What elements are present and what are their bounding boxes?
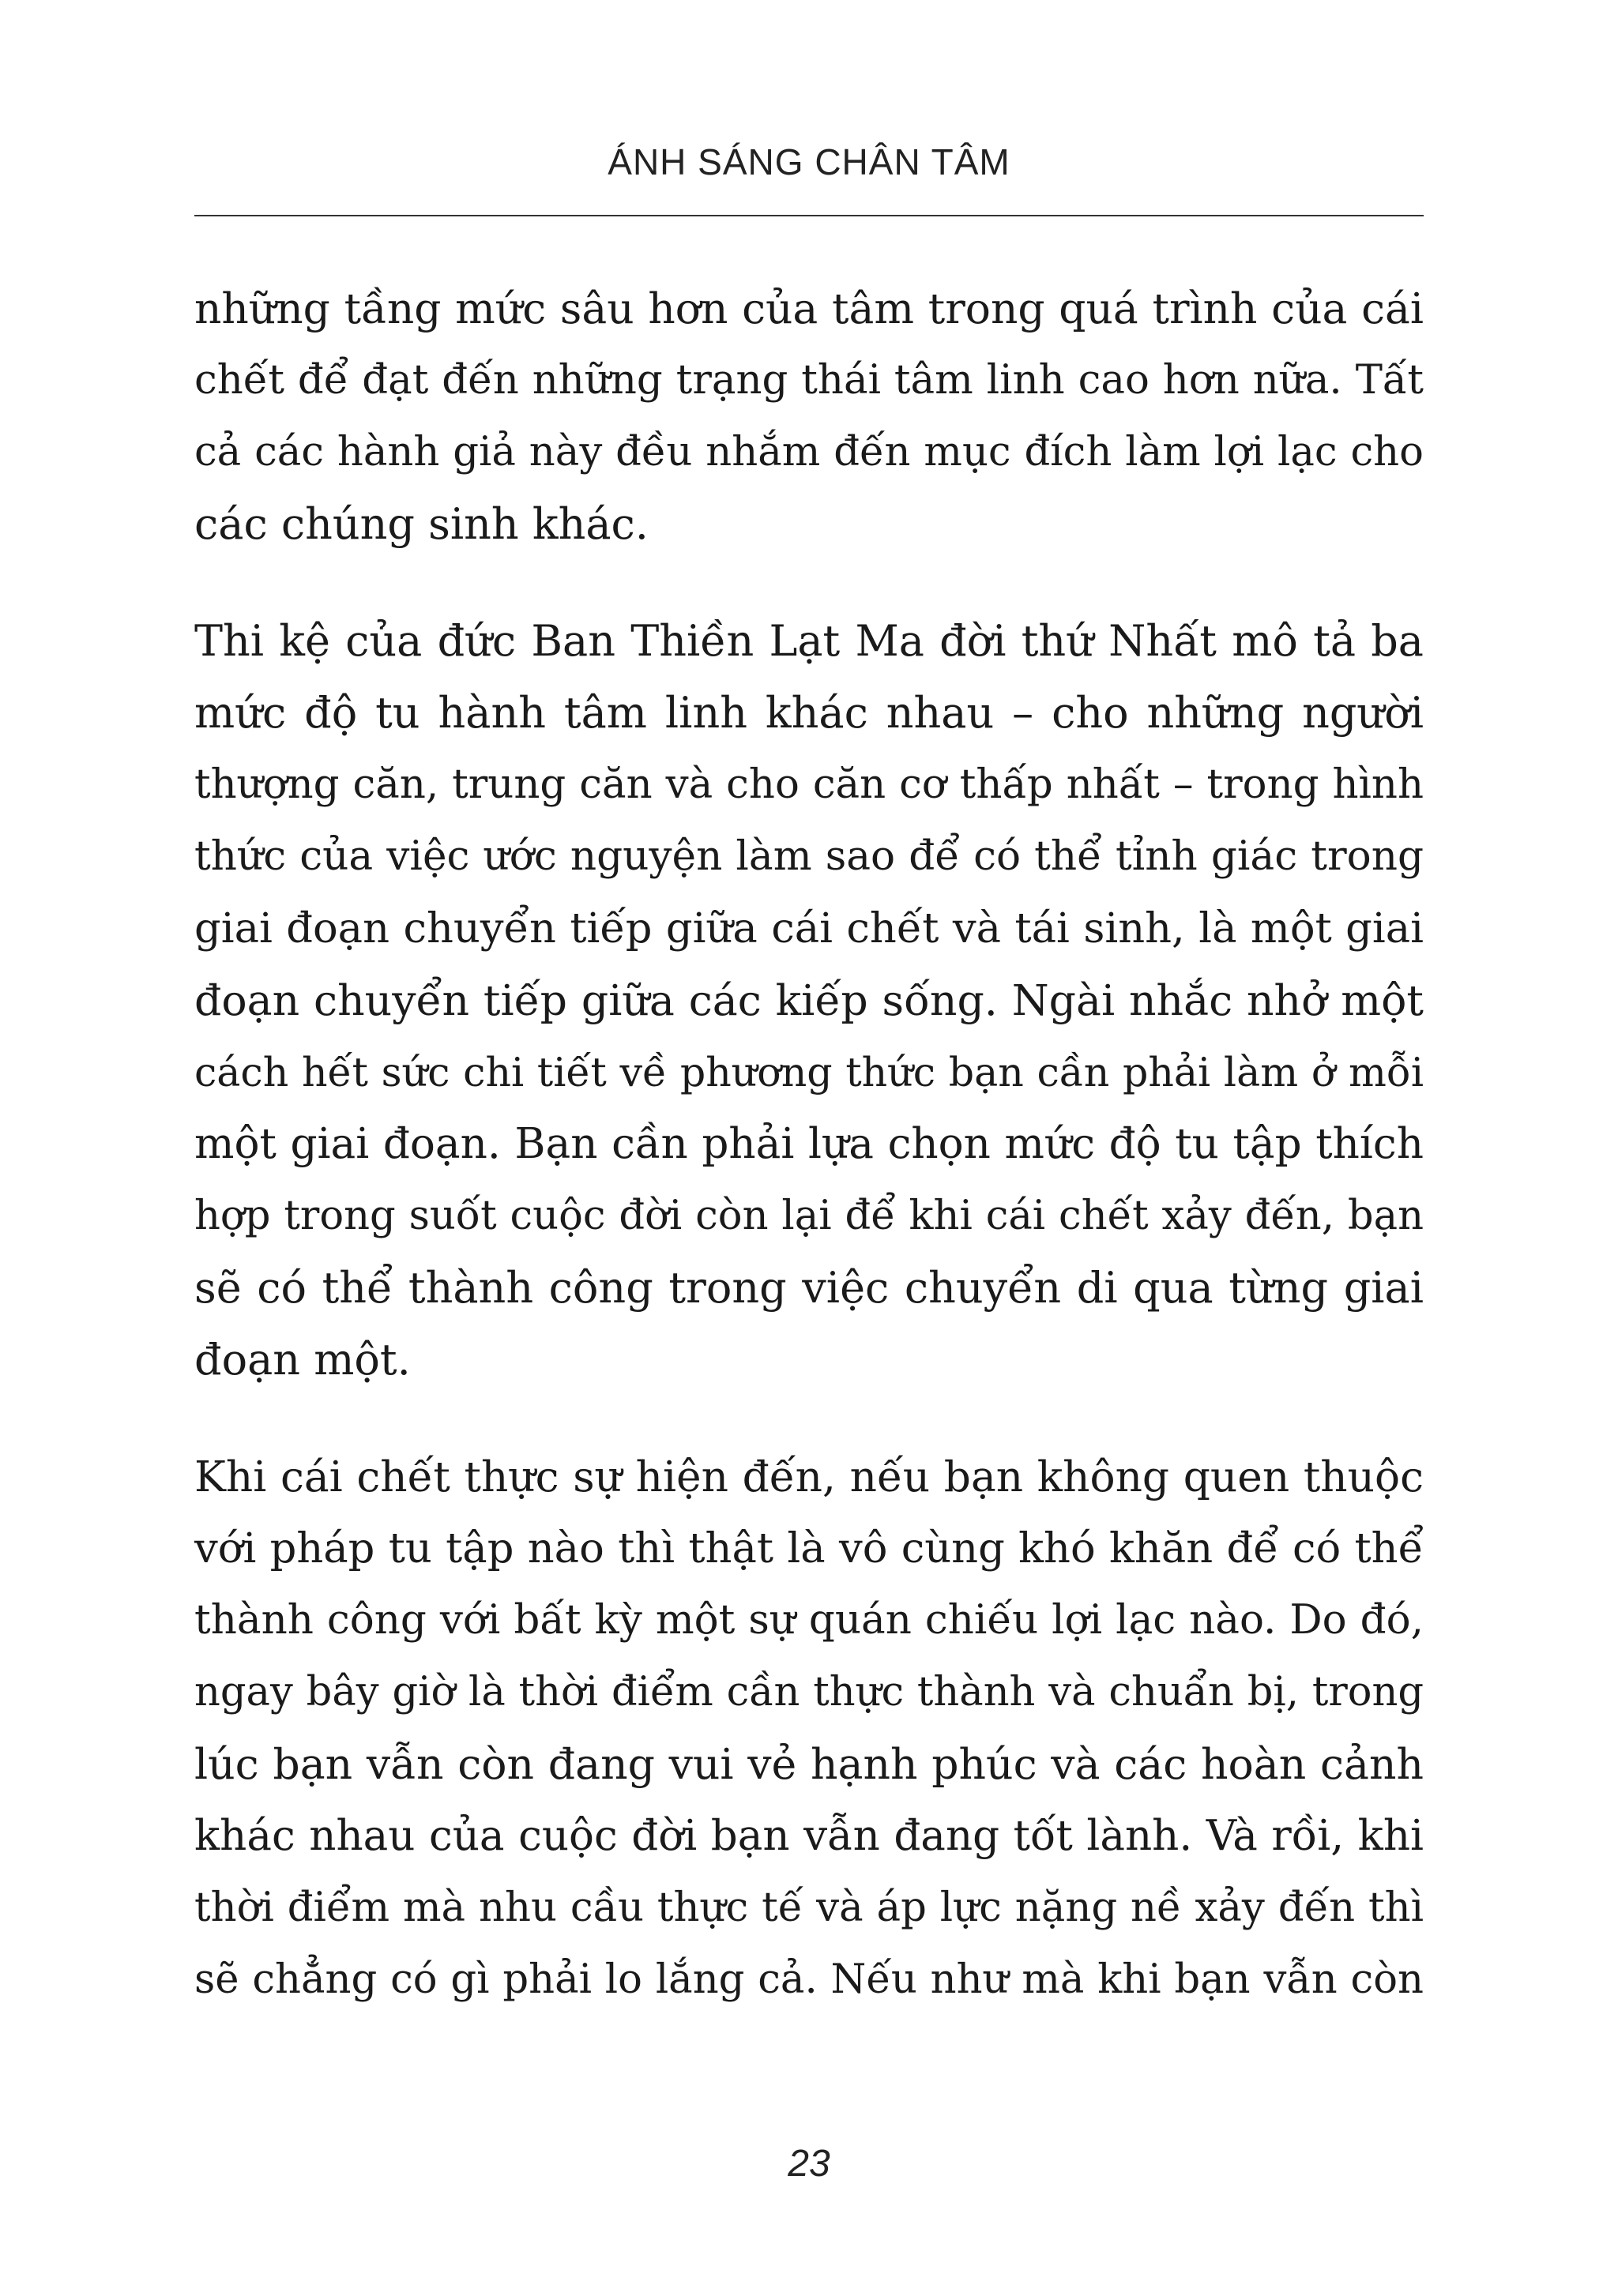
text-line: Thi kệ của đức Ban Thiền Lạt Ma đời thứ Nhất mô tả ba xyxy=(194,616,1424,666)
text-line: sẽ chẳng có gì phải lo lắng cả. Nếu như mà khi bạn vẫn còn xyxy=(194,1956,1424,2003)
text-line: chết để đạt đến những trạng thái tâm linh cao hơn nữa. Tất xyxy=(194,356,1424,404)
text-line: sẽ có thể thành công trong việc chuyển di qua từng giai xyxy=(194,1263,1424,1313)
paragraph-2 xyxy=(194,605,1424,1396)
text-line: thành công với bất kỳ một sự quán chiếu lợi lạc nào. Do đó, xyxy=(194,1596,1424,1644)
header-divider xyxy=(194,215,1424,216)
text-line: lúc bạn vẫn còn đang vui vẻ hạnh phúc và các hoàn cảnh xyxy=(194,1739,1424,1789)
text-line: cách hết sức chi tiết về phương thức bạn cần phải làm ở mỗi xyxy=(194,1049,1424,1095)
text-line: những tầng mức sâu hơn của tâm trong quá trình của cái xyxy=(194,284,1424,333)
text-line: Khi cái chết thực sự hiện đến, nếu bạn không quen thuộc xyxy=(194,1452,1424,1501)
text-line: với pháp tu tập nào thì thật là vô cùng khó khăn để có thể xyxy=(194,1524,1424,1573)
text-line: một giai đoạn. Bạn cần phải lựa chọn mức độ tu tập thích xyxy=(194,1119,1424,1168)
paragraph-1 xyxy=(194,272,1424,560)
paragraph-3 xyxy=(194,1441,1424,2016)
text-line: giai đoạn chuyển tiếp giữa cái chết và tái sinh, là một giai xyxy=(194,904,1424,953)
text-line: thức của việc ước nguyện làm sao để có thể tỉnh giác trong xyxy=(194,832,1424,880)
page-number: 23 xyxy=(788,2143,830,2185)
text-line: ngay bây giờ là thời điểm cần thực thành và chuẩn bị, trong xyxy=(194,1669,1424,1715)
text-line: đoạn một. xyxy=(194,1335,411,1385)
text-line: mức độ tu hành tâm linh khác nhau – cho những người xyxy=(194,688,1424,738)
text-line: thượng căn, trung căn và cho căn cơ thấp nhất – trong hình xyxy=(194,761,1424,808)
running-header-title: ÁNH SÁNG CHÂN TÂM xyxy=(608,141,1010,182)
text-line: đoạn chuyển tiếp giữa các kiếp sống. Ngài nhắc nhở một xyxy=(194,975,1424,1025)
text-line: hợp trong suốt cuộc đời còn lại để khi cái chết xảy đến, bạn xyxy=(194,1193,1424,1239)
text-line: thời điểm mà nhu cầu thực tế và áp lực nặng nề xảy đến thì xyxy=(194,1884,1424,1931)
text-line: khác nhau của cuộc đời bạn vẫn đang tốt lành. Và rồi, khi xyxy=(194,1811,1424,1860)
text-line: các chúng sinh khác. xyxy=(194,499,649,549)
text-line: cả các hành giả này đều nhắm đến mục đích làm lợi lạc cho xyxy=(194,428,1424,475)
body-text xyxy=(194,272,1424,2061)
